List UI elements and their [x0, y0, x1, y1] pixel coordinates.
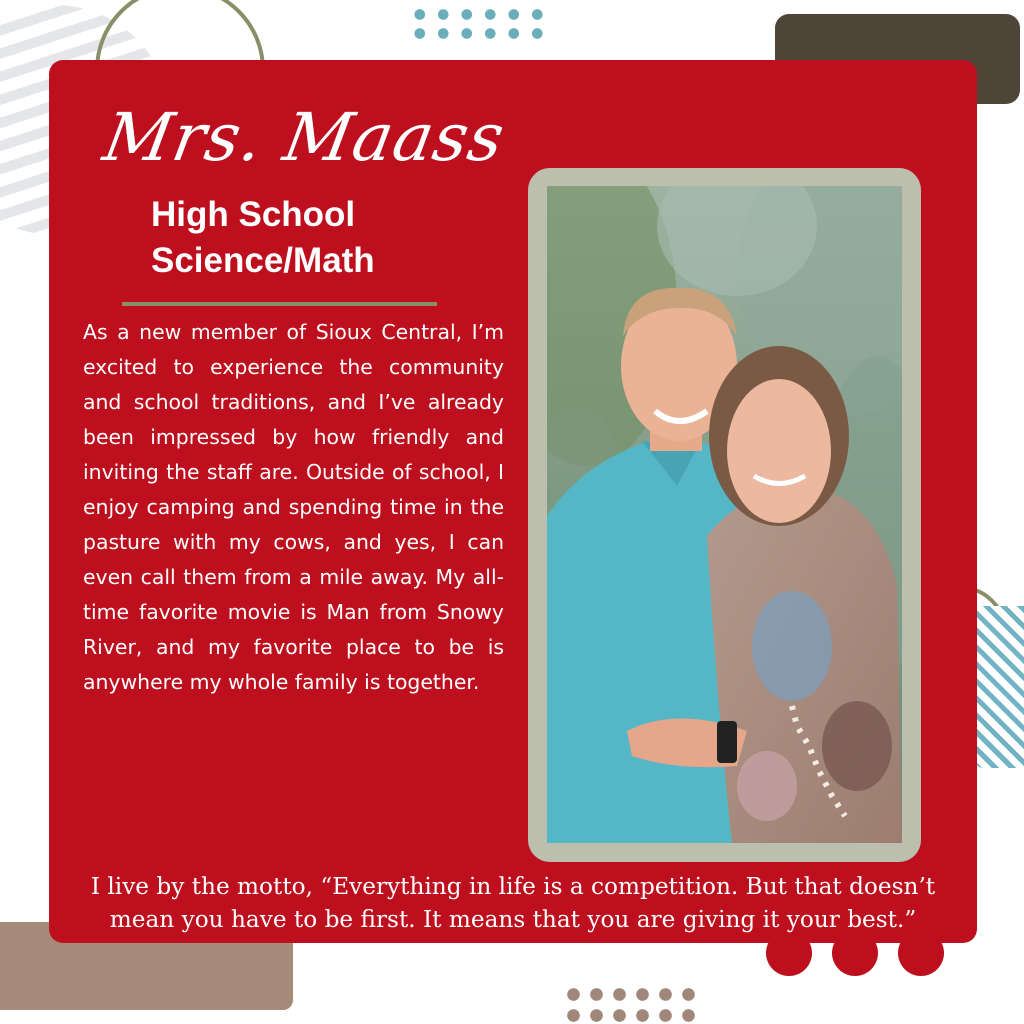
decorative-teal-striped-block: [975, 606, 1024, 768]
decorative-red-dot: [832, 930, 878, 976]
couple-photo: [547, 186, 902, 843]
decorative-red-dot: [766, 930, 812, 976]
divider-line: [122, 302, 437, 306]
decorative-teal-dot-grid: [408, 5, 548, 43]
bio-paragraph: As a new member of Sioux Central, I’m excited to experience the community and school traditions, and I’ve already been impressed by how friendly and inviting the staff are. Outside of school, I enjoy camping and spending time in the pasture with my cows, and yes, I can even call them from a mile away. My all-time favorite movie is Man from Snowy River, and my favorite place to be is anywhere my whole family is together.: [83, 320, 504, 694]
decorative-brown-dot-grid: [562, 984, 702, 1024]
motto-quote: I live by the motto, “Everything in life is a competition. But that doesn’t mean you have to be first. It means that you are giving it your best.”: [90, 873, 936, 933]
decorative-red-dot: [898, 930, 944, 976]
subject-line-1: High School: [151, 195, 356, 234]
teacher-subject: [151, 192, 511, 284]
teacher-name: Mrs. Maass: [98, 99, 511, 176]
subject-line-2: Science/Math: [151, 241, 375, 280]
couple-photo-illustration: [547, 186, 902, 843]
